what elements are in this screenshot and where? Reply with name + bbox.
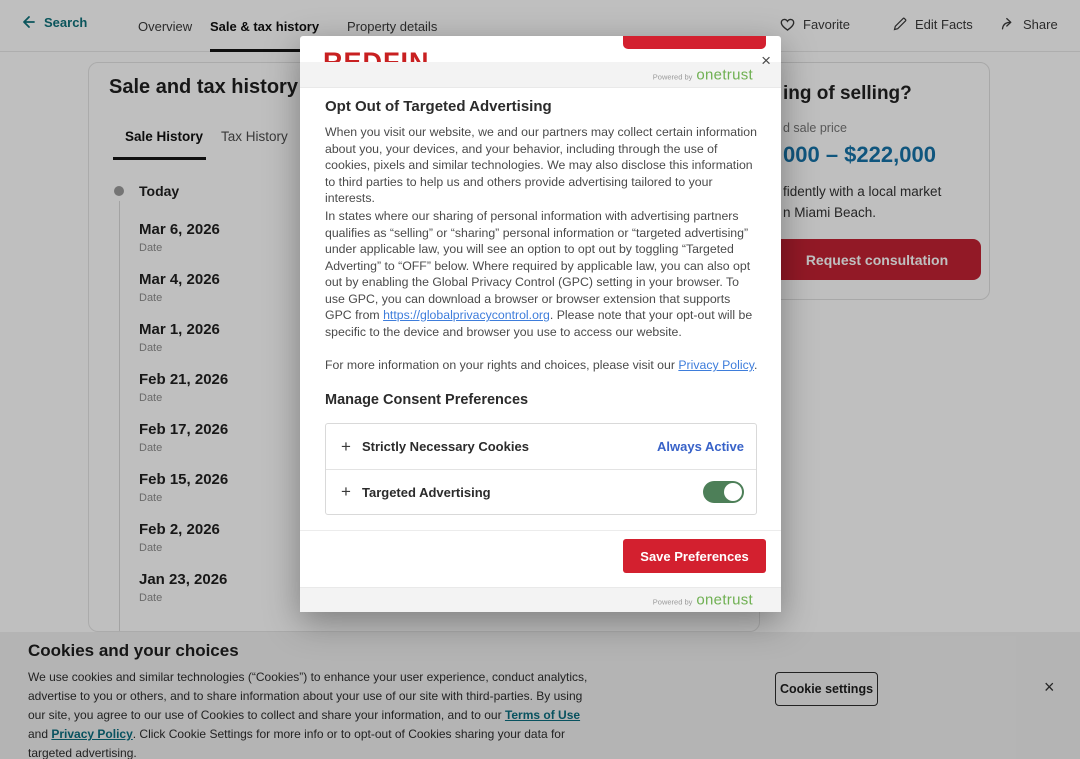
powered-by-label: Powered by [652, 597, 693, 607]
clipped-dialog-button[interactable] [623, 36, 766, 49]
entry-date: Mar 1, 2026 [139, 321, 220, 338]
modal-paragraph-2 [325, 208, 759, 340]
entry-caption: Date [139, 592, 163, 604]
sell-card-text-line1: fidently with a local market [783, 184, 942, 199]
sell-card-heading: ing of selling? [783, 83, 912, 104]
cookie-text-seg3: . Click Cookie Settings for more info or to opt-out of Cookies sharing your data for targeted advertising. [28, 727, 565, 759]
entry-caption: Date [139, 442, 163, 454]
consent-preferences-modal [300, 36, 781, 612]
category-label: Strictly Necessary Cookies [362, 439, 529, 454]
edit-facts-label: Edit Facts [915, 16, 973, 32]
entry-caption: Date [139, 242, 163, 254]
paragraph2-post: . Please note that your opt-out will be specific to the device and browser you use to access our website. [325, 308, 753, 339]
request-consultation-button[interactable]: Request consultation [773, 239, 981, 280]
cookie-banner-close-icon[interactable]: × [1044, 677, 1055, 697]
modal-footer-divider [300, 530, 781, 531]
section-title: Sale and tax history [109, 76, 298, 98]
timeline-today-label: Today [139, 183, 180, 199]
entry-date: Feb 2, 2026 [139, 521, 220, 538]
entry-date: Feb 17, 2026 [139, 421, 229, 438]
entry-date: Feb 21, 2026 [139, 371, 229, 388]
cookie-text-seg1: We use cookies and similar technologies (“Cookies”) to enhance your user experience, conduct analytics, advertise to you or others, and to share information about your use of our site with third-parties. By using our site, you agree to our use of Cookies to collect and share your information, and to our [28, 670, 588, 722]
back-label: Search [44, 14, 88, 30]
entry-date: Mar 4, 2026 [139, 271, 220, 288]
category-targeted-advertising[interactable] [326, 469, 756, 514]
consent-categories [325, 423, 757, 515]
entry-date: Jan 23, 2026 [139, 571, 228, 588]
entry-date: Feb 15, 2026 [139, 471, 229, 488]
tab-sale-history[interactable]: Sale History [125, 129, 204, 144]
cookie-settings-button[interactable]: Cookie settings [775, 672, 878, 706]
paragraph3-post: . [753, 358, 758, 372]
entry-caption: Date [139, 542, 163, 554]
gpc-link[interactable]: https://globalprivacycontrol.org [383, 308, 550, 322]
modal-privacy-policy-link[interactable]: Privacy Policy [678, 358, 754, 372]
entry-caption: Date [139, 492, 163, 504]
terms-of-use-link[interactable]: Terms of Use [504, 708, 581, 722]
powered-by-label: Powered by [652, 72, 693, 81]
cookie-banner-title: Cookies and your choices [28, 641, 239, 660]
onetrust-header-strip [300, 62, 781, 88]
paragraph2-pre: In states where our sharing of personal information with advertising partners qualifies as “selling” or “sharing” personal information or “targeted advertising” under applicable law, you will see an option to opt out by toggling “Targeted Adverting” to “OFF” below. Where required by applicable law, you can also opt out by enabling the Global Privacy Control (GPC) setting in your browser. To use GPC, you can download a browser or browser extension that supports GPC from [325, 209, 751, 322]
toggle-knob [724, 483, 742, 501]
tab-property-details[interactable]: Property details [347, 19, 438, 34]
tab-overview[interactable]: Overview [138, 19, 193, 34]
paragraph3-pre: For more information on your rights and choices, please visit our [325, 358, 679, 372]
onetrust-footer-strip [300, 587, 781, 612]
tab-sale-tax-history[interactable]: Sale & tax history [210, 19, 320, 34]
onetrust-branding [653, 592, 753, 609]
favorite-label: Favorite [803, 17, 850, 32]
category-label: Targeted Advertising [362, 484, 491, 500]
expand-icon[interactable]: + [341, 436, 351, 456]
onetrust-logo: onetrust [696, 591, 753, 609]
entry-caption: Date [139, 392, 163, 404]
modal-paragraph-3 [325, 357, 759, 374]
category-strictly-necessary[interactable] [326, 424, 756, 469]
sale-price-label: d sale price [783, 121, 847, 135]
modal-close-icon[interactable]: × [761, 51, 771, 70]
privacy-policy-link[interactable]: Privacy Policy [51, 727, 133, 741]
share-label: Share [1023, 16, 1058, 32]
save-preferences-button[interactable]: Save Preferences [623, 539, 766, 573]
always-active-badge: Always Active [657, 439, 744, 454]
tab-tax-history[interactable]: Tax History [221, 129, 288, 144]
manage-consent-heading: Manage Consent Preferences [325, 392, 529, 408]
modal-paragraph-1: When you visit our website, we and our partners may collect certain information about you, your devices, and your behavior, including through the use of cookies, pixels and similar technologies. We may also disclose this information to third parties to help us and others provide advertising tailored to your interests. [325, 125, 757, 205]
targeted-advertising-toggle[interactable] [703, 481, 744, 503]
sale-price-range: 000 – $222,000 [783, 142, 936, 167]
entry-caption: Date [139, 342, 163, 354]
onetrust-branding [653, 66, 753, 83]
cookie-text-seg2: and [28, 727, 52, 741]
entry-caption: Date [139, 292, 163, 304]
entry-date: Mar 6, 2026 [139, 221, 220, 238]
expand-icon[interactable]: + [341, 482, 351, 501]
modal-title: Opt Out of Targeted Advertising [325, 98, 552, 115]
onetrust-logo: onetrust [696, 66, 753, 83]
sell-card-text-line2: n Miami Beach. [783, 205, 877, 220]
